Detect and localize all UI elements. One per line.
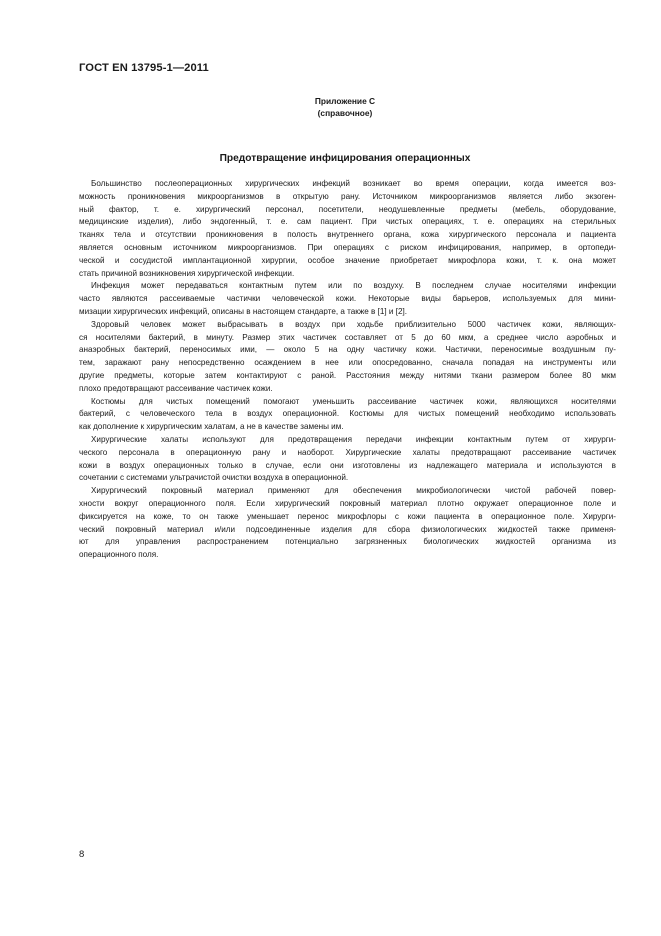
text-line: Хирургические халаты используют для предотвращения передачи инфекции контактным путем от хирурги- xyxy=(91,434,616,444)
paragraph xyxy=(79,319,616,396)
section-title: Предотвращение инфицирования операционных xyxy=(219,153,471,164)
annex-subtitle: (справочное) xyxy=(317,108,373,118)
text-line: бактерий, с человеческого тела в воздух операционной. Костюмы для чистых помещений необходимо использовать xyxy=(79,409,616,419)
text-line: можность проникновения микроорганизмов в открытую рану. Источником микроорганизмов является либо экзоген- xyxy=(79,191,616,201)
text-line: медицинские изделия), либо эндогенный, т. е. сам пациент. При чистых операциях, т. е. операциях на стерильных xyxy=(79,217,616,227)
text-line: кожи в воздух операционных только в случае, если они изготовлены из надлежащего материала и используются в xyxy=(79,460,616,470)
text-line: ный фактор, т. е. хирургический персонал, посетители, неодушевленные предметы (мебель, оборудование, xyxy=(79,204,616,214)
paragraph xyxy=(79,485,616,562)
text-line: фиксируется на коже, то он также уменьшает перенос микрофлоры с кожи пациента в операционное поле. Хирурги- xyxy=(79,511,616,521)
text-line: мизации хирургических инфекций, описаны в настоящем стандарте, а также в [1] и [2]. xyxy=(79,306,408,316)
text-line: сочетании с системами ультрачистой очистки воздуха в операционной. xyxy=(79,473,349,483)
text-line: стать причиной возникновения хирургической инфекции. xyxy=(79,268,295,278)
paragraph xyxy=(79,280,616,318)
text-line: Большинство послеоперационных хирургических инфекций возникает во время операции, когда имеется воз- xyxy=(91,179,616,188)
paragraph xyxy=(79,396,616,434)
text-line: хности вокруг операционного поля. Если хирургический покровный материал плотно окружает операционное поле и xyxy=(79,498,616,508)
text-line: ческой и сосудистой имплантационной хирургии, особое значение приобретает микрофлора кожи, т. к. она может xyxy=(79,255,616,265)
text-line: тканях тела и отсутствии проникновения в полость внутреннего органа, кожа хирургического персонала и пациента xyxy=(79,230,616,240)
annex-heading xyxy=(0,95,661,119)
document-code: ГОСТ EN 13795-1—2011 xyxy=(79,62,209,74)
text-line: часто являются рассеиваемые частички человеческой кожи. Некоторые виды барьеров, используемых для мини- xyxy=(79,294,616,304)
text-line: операционного поля. xyxy=(79,550,159,560)
text-line: ся носителями бактерий, в минуту. Размер этих частичек составляет от 5 до 60 мкм, а среднее число аэробных и xyxy=(79,332,616,342)
text-line: Хирургический покровный материал применяют для обеспечения микробиологически чистой рабочей повер- xyxy=(91,486,616,496)
text-line: как дополнение к хирургическим халатам, а не в качестве замены им. xyxy=(79,422,344,432)
text-line: анаэробных бактерий, переносимых ими, — около 5 на одну частичку кожи. Частички, переносимые воздушным пу- xyxy=(79,345,616,355)
paragraph xyxy=(79,434,616,485)
paragraph xyxy=(79,178,616,280)
text-line: ческий покровный материал и/или подсоединенные изделия для сбора физиологических жидкостей также применя- xyxy=(79,524,616,534)
text-line: Инфекция может передаваться контактным путем или по воздуху. В последнем случае носителями инфекции xyxy=(91,281,616,291)
text-line: является основным источником микроорганизмов. При операциях с риском инфицирования, например, в ортопеди- xyxy=(79,242,616,252)
text-line: плохо предотвращают рассеивание частичек кожи. xyxy=(79,383,273,393)
annex-title: Приложение С xyxy=(314,96,376,106)
text-line: ют для управления распространением потенциально загрязненных биологических жидкостей организма из xyxy=(79,537,616,547)
text-line: Костюмы для чистых помещений помогают уменьшить рассеивание частичек кожи, являющихся носителями xyxy=(91,396,616,406)
text-line: тем, заражают рану непосредственно осаждением в нее или опосредованно, сначала попадая на инструменты или xyxy=(79,358,616,368)
body-text xyxy=(79,178,616,562)
text-line: ческого персонала в операционную рану и наоборот. Хирургические халаты предотвращают рассеивание частичек xyxy=(79,447,616,457)
page-number: 8 xyxy=(79,849,85,860)
text-line: Здоровый человек может выбрасывать в воздух при ходьбе приблизительно 5000 частичек кожи, являющих- xyxy=(91,319,616,329)
text-line: другие предметы, которые затем контактируют с раной. Расстояния между нитями ткани размером более 80 мкм xyxy=(79,370,616,380)
